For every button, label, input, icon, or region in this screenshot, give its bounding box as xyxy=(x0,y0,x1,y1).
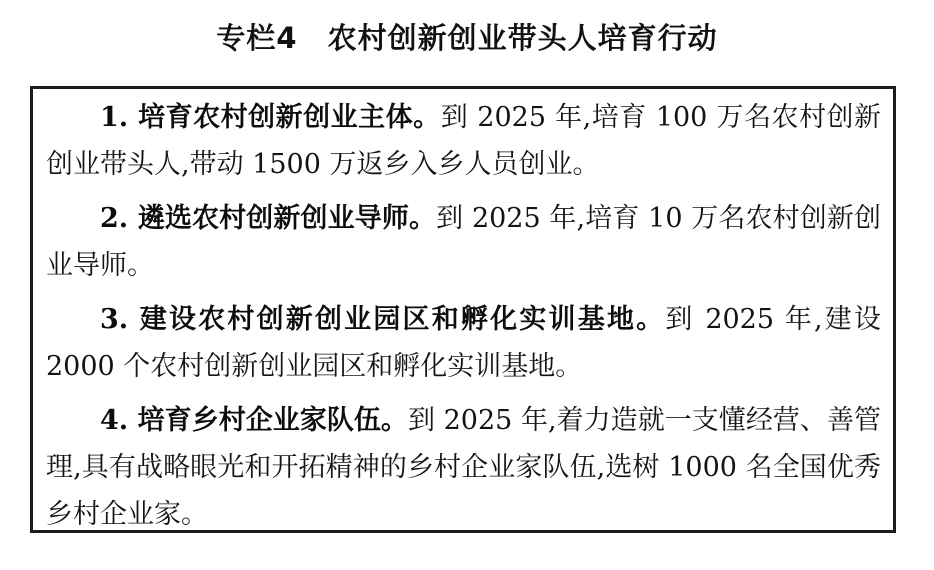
paragraph-1-lead: 1. 培育农村创新创业主体。 xyxy=(100,102,441,133)
page-title: 专栏4 农村创新创业带头人培育行动 xyxy=(216,21,718,55)
paragraph-2-lead: 2. 遴选农村创新创业导师。 xyxy=(100,203,437,234)
paragraph-1-body: 到 2025 年,培育 100 万名农村创新创业带头人,带动 1500 万返乡入乡人员创业。 xyxy=(46,102,881,180)
paragraph-4-body: 到 2025 年,着力造就一支懂经营、善管理,具有战略眼光和开拓精神的乡村企业家队伍,选树 1000 名全国优秀乡村企业家。 xyxy=(46,405,881,530)
paragraph-3 xyxy=(46,296,881,390)
paragraph-3-lead: 3. 建设农村创新创业园区和孵化实训基地。 xyxy=(100,304,666,335)
column-box xyxy=(30,86,896,533)
paragraph-4 xyxy=(46,397,881,538)
paragraph-4-lead: 4. 培育乡村企业家队伍。 xyxy=(100,405,408,436)
paragraph-2-body: 到 2025 年,培育 10 万名农村创新创业导师。 xyxy=(46,203,881,281)
paragraph-3-body: 到 2025 年,建设 2000 个农村创新创业园区和孵化实训基地。 xyxy=(46,304,881,382)
paragraph-2 xyxy=(46,195,881,289)
paragraph-1 xyxy=(46,94,881,188)
